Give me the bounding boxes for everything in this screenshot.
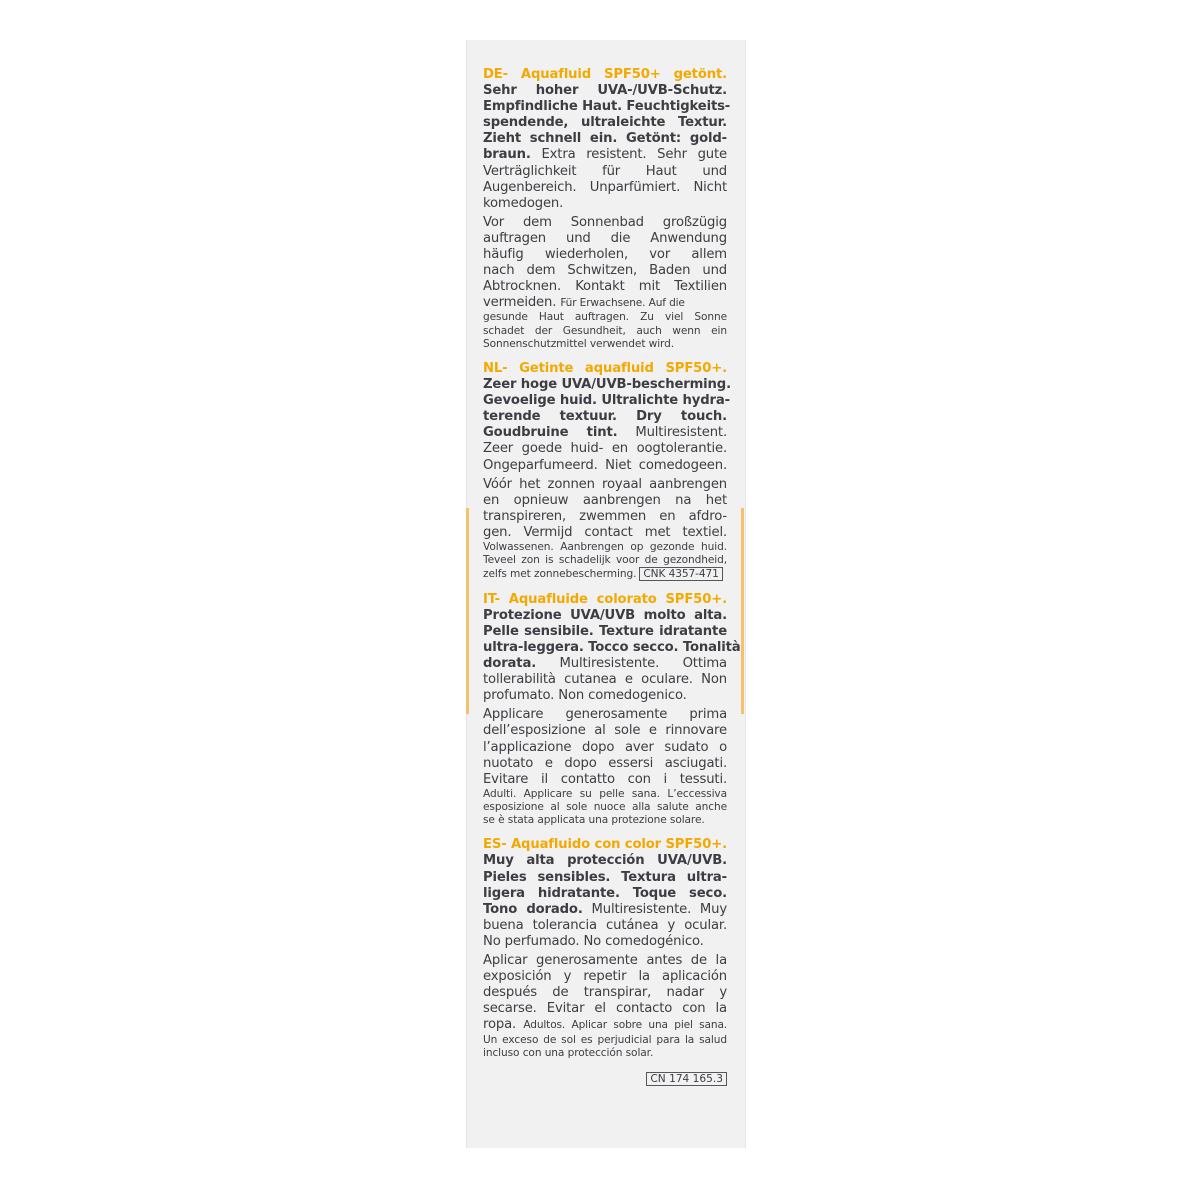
text-line: Verträglichkeit für Haut und	[483, 163, 727, 179]
text-line: Vóór het zonnen royaal aanbrengen	[483, 476, 727, 492]
text-line: Vor dem Sonnenbad großzügig	[483, 214, 727, 230]
small-line: Teveel zon is schadelijk voor de gezondheid,	[483, 554, 727, 567]
small-line-with-code	[483, 567, 727, 581]
text-line: ultra-leggera. Tocco secco. Tonalità	[483, 639, 741, 655]
text-line-mixed	[483, 295, 727, 311]
text-line: häufig wiederholen, vor allem	[483, 247, 727, 263]
text-line: exposición y repetir la aplicación	[483, 969, 727, 985]
small-line: incluso con una protección solar.	[483, 1046, 654, 1059]
text-line: tollerabilità cutanea e oculare. Non	[483, 672, 727, 688]
small-line: schadet der Gesundheit, auch wenn ein	[483, 324, 727, 337]
cn-code-row	[483, 1067, 727, 1086]
bold-fragment: Tono dorado.	[483, 901, 583, 917]
text-line: Ongeparfumeerd. Niet comedogeen.	[483, 457, 727, 473]
text-line: terende textuur. Dry touch.	[483, 409, 727, 425]
text-line: gen. Vermijd contact met textiel.	[483, 524, 727, 540]
regular-fragment: Multiresistente. Ottima	[536, 656, 727, 672]
section-title: DE- Aquafluid SPF50+ getönt.	[483, 67, 727, 82]
text-line: komedogen.	[483, 195, 564, 211]
text-line: Pieles sensibles. Textura ultra-	[483, 869, 727, 885]
bold-fragment: braun.	[483, 147, 531, 163]
text-line-mixed	[483, 902, 727, 918]
regular-fragment: ropa.	[483, 1017, 517, 1033]
text-line: Pelle sensibile. Texture idratante	[483, 623, 727, 639]
text-line-mixed	[483, 147, 727, 163]
regular-fragment: Multiresistente. Muy	[582, 901, 727, 917]
text-line: secarse. Evitar el contacto con la	[483, 1001, 727, 1017]
bold-fragment: Goudbruine tint.	[483, 425, 618, 441]
accent-stripe-left	[466, 508, 469, 714]
text-line: Applicare generosamente prima	[483, 707, 727, 723]
text-line: No perfumado. No comedogénico.	[483, 933, 704, 949]
section-es	[483, 837, 727, 1086]
text-line: profumato. Non comedogenico.	[483, 688, 687, 704]
text-line: nach dem Schwitzen, Baden und	[483, 263, 727, 279]
accent-stripe-right	[741, 508, 744, 714]
small-line: Adulti. Applicare su pelle sana. L’eccessiva	[483, 787, 727, 800]
text-line: Abtrocknen. Kontakt mit Textilien	[483, 279, 727, 295]
small-line: Un exceso de sol es perjudicial para la salud	[483, 1033, 727, 1046]
small-line: gesunde Haut auftragen. Zu viel Sonne	[483, 311, 727, 324]
small-line: Sonnenschutzmittel verwendet wird.	[483, 337, 675, 350]
text-line: nuotato e dopo essersi asciugati.	[483, 755, 727, 771]
small-fragment: Adultos. Aplicar sobre una piel sana.	[523, 1019, 728, 1032]
small-fragment: Für Erwachsene. Auf die	[560, 297, 685, 310]
text-line: Empfindliche Haut. Feuchtigkeits-	[483, 99, 731, 115]
regular-fragment: Multiresistent.	[617, 425, 727, 441]
text-line: ligera hidratante. Toque seco.	[483, 885, 727, 901]
text-line: Zeer hoge UVA/UVB-bescherming.	[483, 377, 731, 393]
text-line: Muy alta protección UVA/UVB.	[483, 853, 727, 869]
section-it	[483, 591, 741, 828]
section-de	[483, 67, 731, 351]
small-line: se è stata applicata una protezione solare.	[483, 814, 705, 827]
text-line: auftragen und die Anwendung	[483, 230, 727, 246]
section-nl	[483, 361, 731, 582]
text-line: dell’esposizione al sole e rinnovare	[483, 723, 727, 739]
text-line: Protezione UVA/UVB molto alta.	[483, 607, 727, 623]
text-line: después de transpirar, nadar y	[483, 985, 727, 1001]
text-line: transpireren, zwemmen en afdro-	[483, 508, 727, 524]
text-line: Zieht schnell ein. Getönt: gold-	[483, 131, 727, 147]
small-line: Volwassenen. Aanbrengen op gezonde huid.	[483, 541, 727, 554]
section-title: NL- Getinte aquafluid SPF50+.	[483, 361, 727, 377]
text-line: en opnieuw aanbrengen na het	[483, 492, 727, 508]
text-line: Zeer goede huid- en oogtolerantie.	[483, 441, 727, 457]
small-fragment: zelfs met zonnebescherming.	[483, 568, 637, 581]
text-line: Augenbereich. Unparfümiert. Nicht	[483, 179, 727, 195]
text-line: Evitare il contatto con i tessuti.	[483, 771, 727, 787]
section-title: ES- Aquafluido con color SPF50+.	[483, 837, 727, 853]
text-line-mixed	[483, 656, 727, 672]
section-title: IT- Aquafluide colorato SPF50+.	[483, 591, 727, 607]
label-text-column	[483, 67, 741, 1096]
regular-fragment: vermeiden.	[483, 295, 557, 311]
cn-code-badge: CN 174 165.3	[646, 1072, 727, 1086]
text-line: Gevoelige huid. Ultralichte hydra-	[483, 393, 730, 409]
bold-fragment: dorata.	[483, 656, 537, 672]
text-line: Sehr hoher UVA-/UVB-Schutz.	[483, 83, 727, 99]
text-line-mixed	[483, 425, 727, 441]
text-line: Aplicar generosamente antes de la	[483, 953, 727, 969]
cnk-code-badge: CNK 4357-471	[639, 567, 722, 581]
text-line-mixed	[483, 1017, 727, 1033]
text-line: spendende, ultraleichte Textur.	[483, 115, 727, 131]
regular-fragment: Extra resistent. Sehr gute	[530, 147, 727, 163]
text-line: l’applicazione dopo aver sudato o	[483, 739, 727, 755]
small-line: esposizione al sole nuoce alla salute anche	[483, 800, 727, 813]
text-line: buena tolerancia cutánea y ocular.	[483, 917, 727, 933]
